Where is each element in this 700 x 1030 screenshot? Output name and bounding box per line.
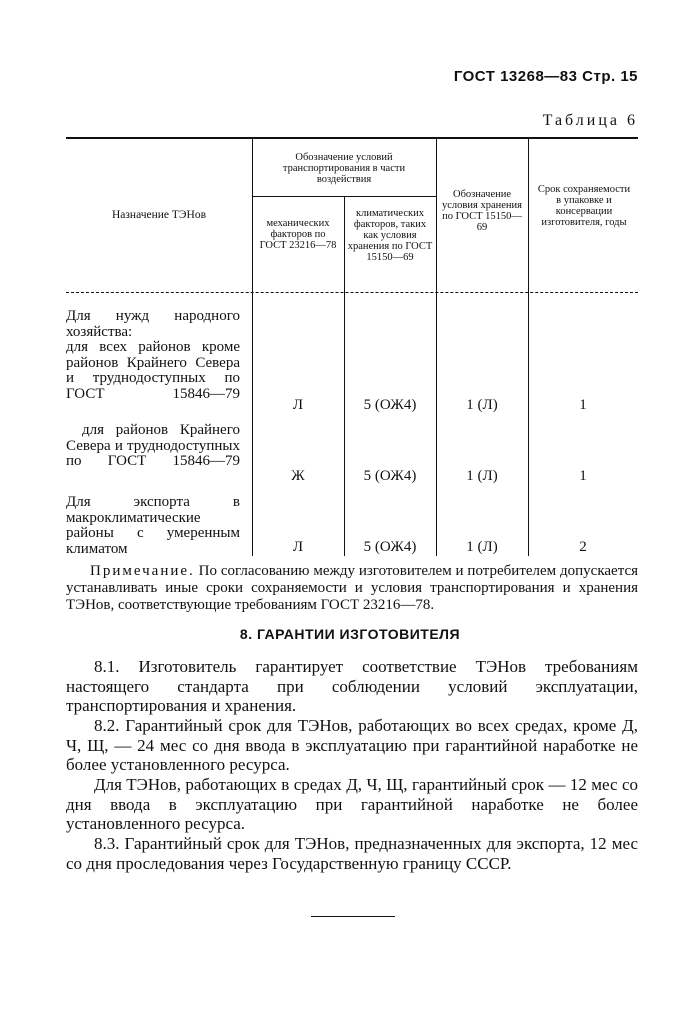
header-climatic: климатических факторов, таких как условия хранения по ГОСТ 15150—69 (347, 208, 433, 263)
header-bottom-rule (66, 292, 638, 293)
row3-purpose: Для экспорта в макроклиматические районы с умеренным климатом (66, 494, 240, 557)
col-divider-2 (344, 197, 345, 556)
row2-term: 1 (579, 468, 587, 484)
header-mechanical: механических факторов по ГОСТ 23216—78 (259, 218, 337, 251)
row1-climatic: 5 (ОЖ4) (363, 397, 417, 413)
header-purpose: Назначение ТЭНов (111, 209, 207, 221)
row2-climatic: 5 (ОЖ4) (363, 468, 417, 484)
table-top-rule (66, 137, 638, 139)
header-transport-group: Обозначение условий транспортирования в части воздействия (282, 152, 406, 185)
col-divider-4 (528, 138, 529, 556)
section-title: 8. ГАРАНТИИ ИЗГОТОВИТЕЛЯ (239, 626, 461, 642)
row1-term: 1 (579, 397, 587, 413)
page-header: ГОСТ 13268—83 Стр. 15 (453, 68, 638, 85)
paragraph-8-2: 8.2. Гарантийный срок для ТЭНов, работающих во всех средах, кроме Д, Ч, Щ, — 24 мес со дня ввода в эксплуатацию при гарантийной наработке не более установленного ресурса. (66, 716, 638, 774)
header-storage: Обозначение условия хранения по ГОСТ 15150—69 (442, 189, 522, 233)
row3-climatic: 5 (ОЖ4) (363, 539, 417, 555)
table-caption: Таблица 6 (542, 112, 638, 129)
paragraph-8-1: 8.1. Изготовитель гарантирует соответствие ТЭНов требованиям настоящего стандарта при соблюдении условий эксплуатации, транспортирования и хранения. (66, 657, 638, 715)
paragraph-8-3: 8.3. Гарантийный срок для ТЭНов, предназначенных для экспорта, 12 мес со дня проследования через Государственную границу СССР. (66, 834, 638, 873)
row1-purpose: для всех районов кроме районов Крайнего Севера и труднодоступных по ГОСТ 15846—79 (66, 339, 240, 402)
paragraph-8-2-cont: Для ТЭНов, работающих в средах Д, Ч, Щ, гарантийный срок — 12 мес со дня ввода в эксплуатацию при гарантийной наработке не более установленного ресурса. (66, 775, 638, 833)
col-divider-3 (436, 138, 437, 556)
row2-storage: 1 (Л) (466, 468, 498, 484)
row1-purpose-intro: Для нужд народного хозяйства: (66, 308, 240, 340)
row2-mechanical: Ж (291, 468, 305, 484)
table-note (66, 563, 638, 614)
note-label: Примечание. (90, 563, 195, 579)
row3-term: 2 (579, 539, 587, 555)
row3-mechanical: Л (292, 539, 304, 555)
header-term: Срок сохраняемости в упаковке и консервации изготовителя, годы (537, 184, 631, 228)
col-divider-1 (252, 138, 253, 556)
row1-storage: 1 (Л) (466, 397, 498, 413)
row1-mechanical: Л (292, 397, 304, 413)
note-text: По согласованию между изготовителем и потребителем допускается устанавливать иные сроки сохраняемости и условия транспортирования и хранения ТЭНов, соответствующие требованиям ГОСТ 23216—78. (66, 563, 639, 613)
row3-storage: 1 (Л) (466, 539, 498, 555)
end-rule (311, 916, 395, 917)
row2-purpose: для районов Крайнего Севера и труднодоступных по ГОСТ 15846—79 (66, 422, 240, 469)
